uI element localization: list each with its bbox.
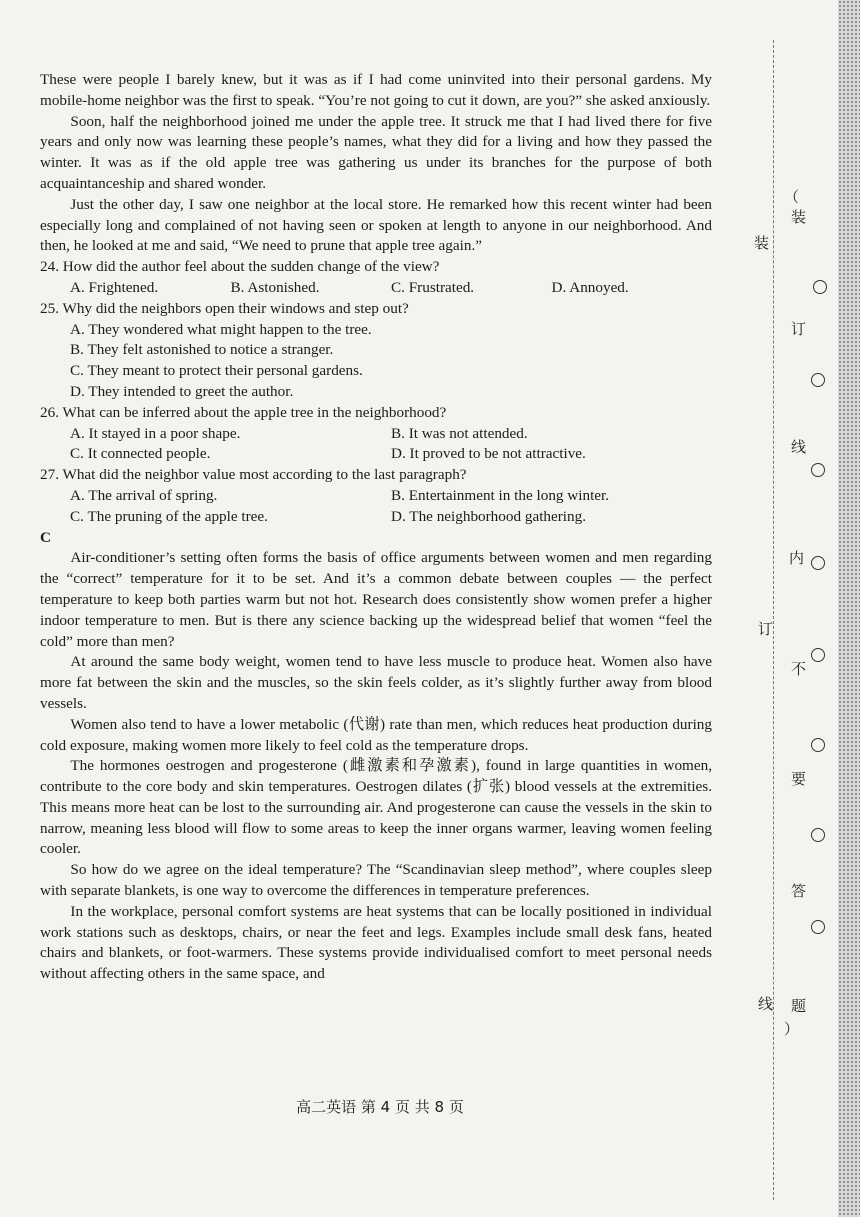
binding-char: 要 bbox=[791, 770, 807, 788]
question-24 bbox=[40, 257, 712, 299]
passage-c-paragraph-1: Air-conditioner’s setting often forms the basis of office arguments between women and men regarding the “correct” temperature for it to be set. And it’s a common debate between couples — the perfect temperature to keep both parties warm but not hot. Research does consistently show women prefer a higher indoor temperature to men. But is there any science backing up the widespread belief that women “feel the cold” more than men? bbox=[40, 549, 712, 650]
binding-circle-mark bbox=[811, 920, 825, 934]
question-list bbox=[40, 257, 712, 527]
page-footer: 高二英语 第 4 页 共 8 页 bbox=[296, 1098, 464, 1116]
binding-circle-mark bbox=[811, 648, 825, 662]
binding-circle-mark bbox=[811, 463, 825, 477]
question-stem: 25. Why did the neighbors open their windows and step out? bbox=[40, 299, 409, 317]
options-row bbox=[40, 507, 712, 528]
option-b: B. Astonished. bbox=[230, 278, 320, 296]
option-d: D. The neighborhood gathering. bbox=[391, 507, 587, 525]
question-stem: 26. What can be inferred about the apple tree in the neighborhood? bbox=[40, 403, 447, 421]
binding-char: ） bbox=[784, 1020, 800, 1038]
binding-char: 题 bbox=[791, 997, 807, 1015]
passage-c-paragraph-6: In the workplace, personal comfort systems are heat systems that can be locally positioned in individual work stations such as desktops, chairs, or near the feet and legs. Examples include small desk fans, heated chairs and blankets, or foot-warmers. These systems provide individualised comfort to meet personal needs without affecting others in the same space, and bbox=[40, 902, 712, 983]
passage-c-paragraph-3: Women also tend to have a lower metabolic (代谢) rate than men, which reduces heat production during cold exposure, making women more likely to feel cold as the temperature drops. bbox=[40, 715, 712, 754]
question-26 bbox=[40, 403, 712, 465]
option-c: C. Frustrated. bbox=[391, 278, 475, 296]
section-letter: C bbox=[40, 528, 51, 546]
option-c: C. It connected people. bbox=[70, 445, 211, 463]
passage-b-paragraph-3: Just the other day, I saw one neighbor at the local store. He remarked how this recent winter had been especially long and complained of not having seen or spoken at length to anyone in our neighborhood. And then, he looked at me and said, “We need to prune that apple tree again.” bbox=[40, 195, 712, 255]
binding-char: 订 bbox=[791, 320, 807, 338]
binding-char: 装 bbox=[791, 208, 807, 226]
options-row bbox=[40, 444, 712, 465]
question-25 bbox=[40, 299, 712, 403]
binding-circle-mark bbox=[811, 828, 825, 842]
option-a: A. They wondered what might happen to the tree. bbox=[70, 320, 372, 338]
binding-circle-mark bbox=[811, 556, 825, 570]
passage-c-paragraph-5: So how do we agree on the ideal temperature? The “Scandinavian sleep method”, where couples sleep with separate blankets, is one way to overcome the differences in temperature preferences. bbox=[40, 861, 712, 900]
question-stem: 27. What did the neighbor value most according to the last paragraph? bbox=[40, 466, 467, 484]
passage-b-paragraph-2: Soon, half the neighborhood joined me under the apple tree. It struck me that I had lived there for five years and only now was learning these people’s names, what they did for a living and how they passed the winter. It was as if the old apple tree was gathering us under its branches for the purpose of both acquaintanceship and shared wonder. bbox=[40, 112, 712, 192]
option-a: A. The arrival of spring. bbox=[70, 486, 218, 504]
binding-circle-mark bbox=[811, 738, 825, 752]
binding-circle-mark bbox=[813, 280, 827, 294]
passage-b-paragraph-1: These were people I barely knew, but it was as if I had come uninvited into their personal gardens. My mobile-home neighbor was the first to speak. “You’re not going to cut it down, are you?” she asked anxiously. bbox=[40, 71, 712, 109]
binding-char: 订 bbox=[758, 620, 774, 638]
option-d: D. It proved to be not attractive. bbox=[391, 445, 586, 463]
binding-char: 不 bbox=[791, 660, 807, 678]
binding-char: 装 bbox=[754, 234, 770, 252]
exam-content bbox=[40, 70, 712, 985]
question-27 bbox=[40, 465, 712, 527]
option-b: B. They felt astonished to notice a stranger. bbox=[70, 341, 334, 359]
option-b: B. Entertainment in the long winter. bbox=[391, 486, 610, 504]
options-row bbox=[40, 278, 712, 299]
binding-char: 线 bbox=[791, 438, 807, 456]
options-row bbox=[40, 486, 712, 507]
option-b: B. It was not attended. bbox=[391, 424, 528, 442]
binding-char: 答 bbox=[791, 882, 807, 900]
binding-char: 内 bbox=[789, 549, 805, 567]
binding-circle-mark bbox=[811, 373, 825, 387]
scan-edge-strip bbox=[838, 0, 860, 1217]
option-d: D. Annoyed. bbox=[551, 278, 629, 296]
passage-c-paragraph-2: At around the same body weight, women tend to have less muscle to produce heat. Women also have more fat between the skin and the muscles, so the skin feels colder, as it’s slightly further away from blood vessels. bbox=[40, 653, 712, 712]
question-stem: 24. How did the author feel about the sudden change of the view? bbox=[40, 258, 440, 276]
option-a: A. It stayed in a poor shape. bbox=[70, 424, 241, 442]
binding-char: （ bbox=[784, 188, 800, 206]
binding-dashed-line bbox=[773, 40, 774, 1200]
option-c: C. The pruning of the apple tree. bbox=[70, 507, 268, 525]
option-a: A. Frightened. bbox=[70, 278, 159, 296]
binding-char: 线 bbox=[758, 995, 774, 1013]
options-row bbox=[40, 424, 712, 445]
option-d: D. They intended to greet the author. bbox=[70, 382, 294, 400]
passage-c-paragraph-4: The hormones oestrogen and progesterone (雌激素和孕激素), found in large quantities in women, contribute to the core body and skin temperatures. Oestrogen dilates (扩张) blood vessels at the extremities. This means more heat can be lost to the surrounding air. And progesterone can cause the vessels in the skin to narrow, meaning less blood will flow to some areas to keep the inner organs warmer, leaving women feeling cooler. bbox=[40, 757, 712, 858]
option-c: C. They meant to protect their personal gardens. bbox=[70, 362, 363, 380]
passage-c bbox=[40, 548, 712, 985]
